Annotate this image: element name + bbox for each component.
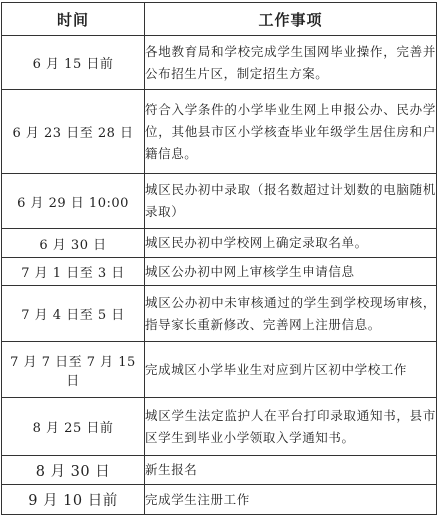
row-task: 新生报名 (145, 456, 437, 485)
row-time: 6 月 15 日前 (2, 36, 145, 90)
table-header-row (2, 3, 437, 36)
row-time: 7 月 4 日至 5 日 (2, 286, 145, 342)
row-task: 各地教育局和学校完成学生国网毕业操作，完善并公布招生片区，制定招生方案。 (145, 36, 437, 90)
table-row (2, 229, 437, 258)
row-task: 城区民办初中学校网上确定录取名单。 (145, 229, 437, 258)
row-time: 7 月 1 日至 3 日 (2, 258, 145, 286)
schedule-table (1, 2, 437, 515)
row-time: 8 月 30 日 (2, 456, 145, 485)
table-row (2, 90, 437, 174)
row-time: 9 月 10 日前 (2, 485, 145, 515)
table-row (2, 174, 437, 229)
table-row (2, 485, 437, 515)
row-task: 城区公办初中网上审核学生申请信息 (145, 258, 437, 286)
table-row (2, 456, 437, 485)
row-time: 8 月 25 日前 (2, 398, 145, 456)
row-task: 城区学生法定监护人在平台打印录取通知书，县市区学生到毕业小学领取入学通知书。 (145, 398, 437, 456)
row-task: 城区民办初中录取（报名数超过计划数的电脑随机录取） (145, 174, 437, 229)
header-task: 工作事项 (145, 3, 437, 36)
row-task: 符合入学条件的小学毕业生网上申报公办、民办学位，其他县市区小学核查毕业年级学生居住房和户籍信息。 (145, 90, 437, 174)
table-row (2, 258, 437, 286)
row-task: 完成学生注册工作 (145, 485, 437, 515)
schedule-document (1, 2, 436, 525)
row-task: 完成城区小学毕业生对应到片区初中学校工作 (145, 342, 437, 398)
row-time: 6 月 30 日 (2, 229, 145, 258)
row-time: 6 月 23 日至 28 日 (2, 90, 145, 174)
table-row (2, 36, 437, 90)
table-row (2, 286, 437, 342)
row-time: 6 月 29 日 10:00 (2, 174, 145, 229)
table-row (2, 398, 437, 456)
table-row (2, 342, 437, 398)
row-time: 7 月 7 日至 7 月 15 日 (2, 342, 145, 398)
header-time: 时间 (2, 3, 145, 36)
row-task: 城区公办初中未审核通过的学生到学校现场审核，指导家长重新修改、完善网上注册信息。 (145, 286, 437, 342)
